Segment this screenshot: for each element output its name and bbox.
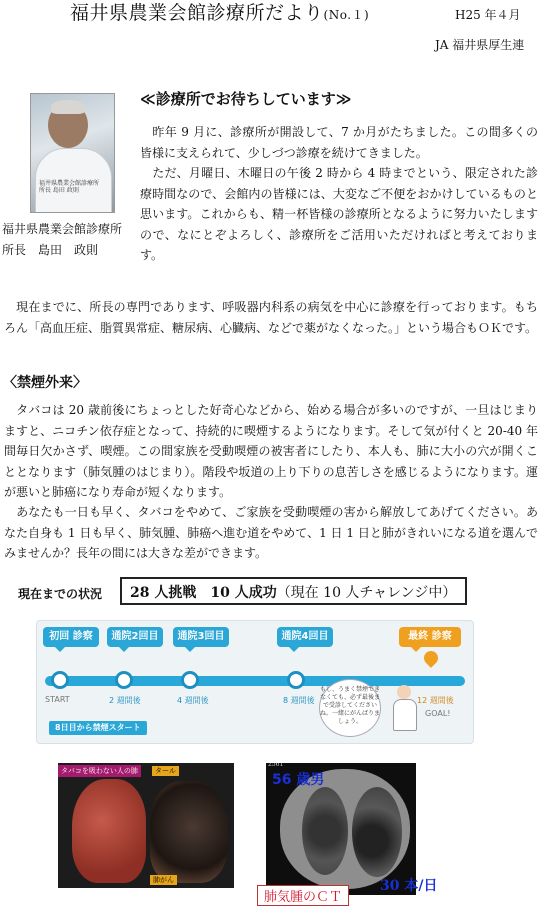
week-4: 4 週間後: [177, 696, 209, 705]
patient-age-label: 56 歳男: [272, 772, 325, 788]
stop-4: [287, 671, 305, 689]
intro-heading: ≪診療所でお待ちしています≫: [140, 90, 352, 108]
smoking-paragraph-1: タバコは 20 歳前後にちょっとした好奇心などから、始める場合が多いのですが、一旦はじまりますと、ニコチン依存症となって、持続的に喫煙するようになります。そして気が付くと 20-40 年間毎日欠かさず、喫煙。この間家族を受動喫煙の被害者にしたり、本人も、肺に大小の穴が開くこととなります（肺気腫のはじまり）。階段や坂道の上り下りの息苦しさを感じるようになります。運が悪いと肺癌になり寿命が短くなります。: [4, 403, 538, 499]
program-timeline: [36, 620, 474, 744]
goal-pin-icon: [421, 648, 441, 668]
week-2: 2 週間後: [109, 696, 141, 705]
quit-start-banner: 8日目から禁煙スタート: [49, 721, 147, 735]
stage-3-label: 通院3回目: [173, 627, 229, 647]
director-photo: [30, 93, 115, 213]
status-label: 現在までの状況: [18, 587, 103, 601]
smoking-clinic-heading: 〈禁煙外来〉: [3, 375, 87, 391]
clinic-name-caption: 福井県農業会館診療所: [2, 222, 123, 236]
status-main: 28 人挑戦 10 人成功: [130, 585, 277, 601]
nurse-illustration: [393, 685, 415, 733]
week-12: 12 週間後: [417, 696, 454, 705]
issue-number: (No.１): [323, 8, 370, 22]
publisher: JA 福井県厚生連: [435, 38, 525, 52]
smoker-lung: [150, 781, 228, 883]
stage-2-label: 通院2回目: [107, 627, 163, 647]
stage-5-label: 最終 診察: [399, 627, 461, 647]
ct-image-id: 2561: [268, 763, 284, 768]
goal-label: GOAL!: [425, 709, 451, 718]
nonsmoker-tag: タバコを吸わない人の肺: [58, 765, 141, 777]
tar-tag: タール: [152, 766, 179, 776]
intro-paragraph-3: 現在までに、所長の専門であります、呼吸器内科系の病気を中心に診療を行っております。もちろん「高血圧症、脂質異常症、糖尿病、心臓病、などで薬がなくなった。」という場合もＯＫです。: [4, 300, 538, 335]
intro-paragraph-2: ただ、月曜日、木曜日の午後 2 時から 4 時までという、限定された診療時間なので、会館内の皆様には、大変なご不便をおかけしているものと思います。これからも、精一杯皆様の診療所となるように努力いたしますので、なにとぞよろしく、診療所をご活用いただければと考えております。: [140, 166, 538, 262]
intro-paragraph-1: 昨年 9 月に、診療所が開設して、7 か月がたちました。この間多くの皆様に支えられて、少しづつ診療を続けてきました。: [140, 125, 538, 160]
healthy-lung: [72, 779, 146, 883]
cigarettes-per-day: 30 本/日: [380, 878, 438, 894]
ct-caption: 肺気腫のＣＴ: [257, 885, 349, 906]
stop-1: [51, 671, 69, 689]
week-8: 8 週間後: [283, 696, 315, 705]
stage-4-label: 通院4回目: [277, 627, 333, 647]
lung-comparison-photo: [58, 763, 234, 888]
week-start: START: [45, 695, 70, 704]
speech-bubble: もし、うまく禁煙できなくても、必ず最後まで受診してくださいね。一緒にがんばりましょう。: [319, 679, 381, 737]
stop-3: [181, 671, 199, 689]
newsletter-title: 福井県農業会館診療所だより(No.１): [70, 2, 370, 24]
issue-date: H25 年４月: [455, 8, 521, 22]
photo-signature: 福井県農業会館診療所 所長 島田 政則: [39, 180, 100, 194]
stop-2: [115, 671, 133, 689]
status-note: （現在 10 人チャレンジ中）: [276, 585, 457, 601]
smoking-paragraph-2: あなたも一日も早く、タバコをやめて、ご家族を受動喫煙の害から解放してあげてください。あなた自身も 1 日も早く、肺気腫、肺癌へ進む道をやめて、1 日 1 日と肺がきれいになる道を選んでみませんか？長年の間には大きな差ができます。: [4, 505, 538, 560]
director-caption: 所長 島田 政則: [2, 243, 99, 257]
lung-cancer-tag: 肺がん: [150, 875, 177, 885]
status-box: [120, 577, 467, 605]
stage-1-label: 初回 診察: [43, 627, 99, 647]
